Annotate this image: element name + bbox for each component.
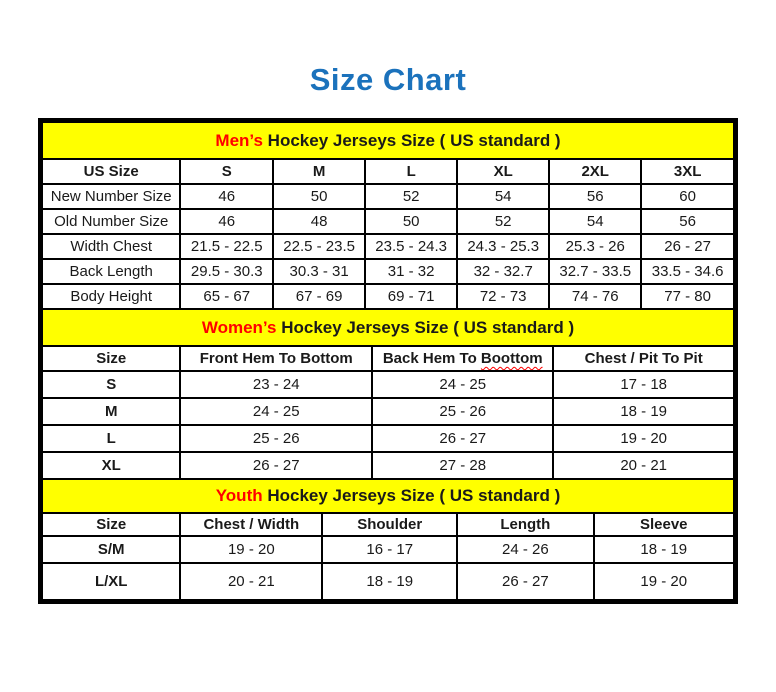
womens-column-header-3: Chest / Pit To Pit [553,346,734,371]
womens-value-cell: 20 - 21 [553,452,734,479]
mens-row-label: New Number Size [42,184,180,209]
youth-value-cell: 19 - 20 [180,536,322,563]
womens-column-header-1: Front Hem To Bottom [180,346,372,371]
mens-value-cell: 74 - 76 [549,284,641,309]
youth-column-header-row [42,513,734,536]
youth-column-header-2: Shoulder [322,513,457,536]
mens-value-cell: 46 [180,209,273,234]
mens-value-cell: 32 - 32.7 [457,259,549,284]
youth-value-cell: 16 - 17 [322,536,457,563]
mens-value-cell: 52 [365,184,457,209]
mens-value-cell: 25.3 - 26 [549,234,641,259]
mens-value-cell: 29.5 - 30.3 [180,259,273,284]
womens-column-header-row [42,346,734,371]
mens-heading-highlight: Men’s [215,130,263,150]
mens-value-cell: 30.3 - 31 [273,259,365,284]
mens-column-header-4: XL [457,159,549,184]
womens-value-cell: 27 - 28 [372,452,553,479]
mens-value-cell: 72 - 73 [457,284,549,309]
mens-value-cell: 56 [549,184,641,209]
mens-value-cell: 22.5 - 23.5 [273,234,365,259]
womens-row-label: XL [42,452,180,479]
womens-value-cell: 24 - 25 [372,371,553,398]
youth-heading: Youth Hockey Jerseys Size ( US standard ) [42,479,734,513]
womens-column-header-0: Size [42,346,180,371]
mens-column-header-row [42,159,734,184]
womens-row-label: L [42,425,180,452]
youth-value-cell: 18 - 19 [322,563,457,600]
youth-heading-row [42,479,734,513]
mens-row-0 [42,184,734,209]
youth-value-cell: 20 - 21 [180,563,322,600]
womens-heading-highlight: Women’s [201,317,277,337]
youth-column-header-0: Size [42,513,180,536]
womens-heading: Women’s Hockey Jerseys Size ( US standard ) [42,309,734,346]
mens-value-cell: 52 [457,209,549,234]
mens-value-cell: 23.5 - 24.3 [365,234,457,259]
mens-column-header-1: S [180,159,273,184]
womens-row-0 [42,371,734,398]
mens-value-cell: 32.7 - 33.5 [549,259,641,284]
youth-column-header-4: Sleeve [594,513,735,536]
womens-value-cell: 26 - 27 [372,425,553,452]
mens-value-cell: 67 - 69 [273,284,365,309]
mens-value-cell: 77 - 80 [641,284,734,309]
womens-size-table [41,308,735,480]
youth-row-label: L/XL [42,563,180,600]
mens-value-cell: 33.5 - 34.6 [641,259,734,284]
womens-row-label: M [42,398,180,425]
mens-column-header-3: L [365,159,457,184]
womens-column-header-2: Back Hem To Boottom [372,346,553,371]
womens-row-label: S [42,371,180,398]
youth-value-cell: 24 - 26 [457,536,593,563]
womens-value-cell: 26 - 27 [180,452,372,479]
womens-value-cell: 25 - 26 [180,425,372,452]
misspelled-word: Boottom [480,350,543,367]
mens-row-label: Back Length [42,259,180,284]
mens-heading: Men’s Hockey Jerseys Size ( US standard ) [42,122,734,159]
youth-column-header-3: Length [457,513,593,536]
mens-value-cell: 21.5 - 22.5 [180,234,273,259]
mens-row-1 [42,209,734,234]
youth-value-cell: 18 - 19 [594,536,735,563]
mens-column-header-5: 2XL [549,159,641,184]
mens-row-label: Old Number Size [42,209,180,234]
youth-value-cell: 19 - 20 [594,563,735,600]
mens-value-cell: 65 - 67 [180,284,273,309]
mens-value-cell: 54 [549,209,641,234]
womens-row-3 [42,452,734,479]
mens-value-cell: 26 - 27 [641,234,734,259]
mens-row-label: Width Chest [42,234,180,259]
womens-row-1 [42,398,734,425]
womens-value-cell: 24 - 25 [180,398,372,425]
mens-row-label: Body Height [42,284,180,309]
mens-value-cell: 24.3 - 25.3 [457,234,549,259]
youth-heading-highlight: Youth [215,486,263,505]
womens-row-2 [42,425,734,452]
mens-value-cell: 60 [641,184,734,209]
youth-value-cell: 26 - 27 [457,563,593,600]
mens-size-table [41,121,735,310]
mens-value-cell: 31 - 32 [365,259,457,284]
youth-row-1 [42,563,734,600]
mens-row-2 [42,234,734,259]
mens-value-cell: 48 [273,209,365,234]
womens-value-cell: 17 - 18 [553,371,734,398]
youth-column-header-1: Chest / Width [180,513,322,536]
mens-value-cell: 46 [180,184,273,209]
youth-size-table [41,478,735,601]
mens-column-header-2: M [273,159,365,184]
mens-value-cell: 56 [641,209,734,234]
mens-value-cell: 50 [365,209,457,234]
womens-heading-row [42,309,734,346]
youth-row-0 [42,536,734,563]
mens-value-cell: 69 - 71 [365,284,457,309]
mens-row-4 [42,284,734,309]
youth-row-label: S/M [42,536,180,563]
womens-value-cell: 25 - 26 [372,398,553,425]
page-title: Size Chart [309,62,467,97]
mens-column-header-6: 3XL [641,159,734,184]
womens-value-cell: 18 - 19 [553,398,734,425]
mens-value-cell: 54 [457,184,549,209]
mens-value-cell: 50 [273,184,365,209]
mens-heading-row [42,122,734,159]
size-chart-tables [38,118,738,604]
womens-value-cell: 19 - 20 [553,425,734,452]
womens-value-cell: 23 - 24 [180,371,372,398]
mens-column-header-0: US Size [42,159,180,184]
mens-row-3 [42,259,734,284]
